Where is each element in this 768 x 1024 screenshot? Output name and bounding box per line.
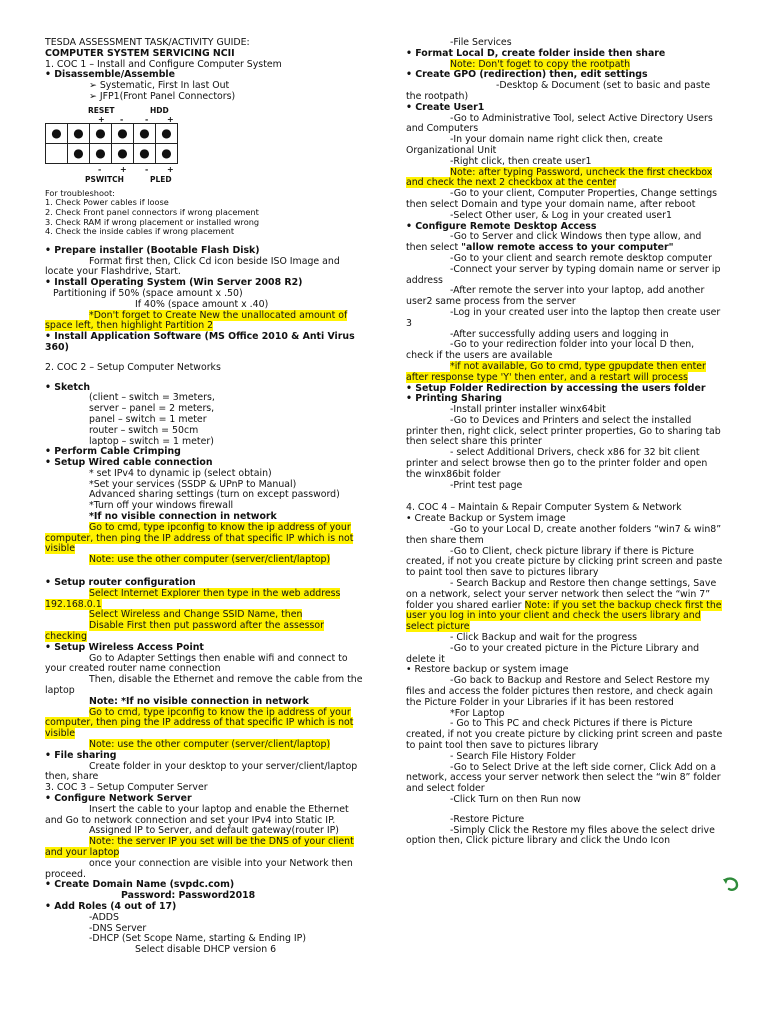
go-admin-text: -Go to Administrative Tool, select Active Directory Users and Computers	[406, 112, 713, 135]
go-cmd-note: Go to cmd, type ipconfig to know the ip address of your computer, then ping the IP address of that specific IP which is not visible	[45, 706, 354, 740]
troubleshoot-title: For troubleshoot:	[45, 187, 115, 198]
sketch-item: (client – switch = 3meters,	[89, 392, 215, 404]
disable-first-note: Disable First then put password after the assessor checking	[45, 620, 324, 643]
go-redirection-text: -Go to your redirection folder into your local D then, check if the users are available	[406, 339, 695, 362]
sketch-item: router – switch = 50cm	[89, 424, 199, 436]
troubleshoot-item: 3. Check RAM if wrong placement or installed wrong	[45, 216, 260, 227]
role-item: -ADDS	[89, 911, 119, 923]
sketch-item: panel – switch = 1 meter	[89, 413, 207, 425]
pled-label: PLED	[150, 174, 172, 184]
restore-backup-heading: • Restore backup or system image	[406, 664, 569, 676]
minus-sign: -	[120, 114, 124, 124]
restore-picture-text: -Restore Picture	[450, 813, 525, 825]
create-domain-heading: • Create Domain Name (svpdc.com)	[45, 879, 235, 891]
pin-dot: ●	[156, 123, 178, 143]
wireless-heading: • Setup Wireless Access Point	[45, 641, 204, 653]
troubleshoot-item: 1. Check Power cables if loose	[45, 197, 169, 208]
go-devices-text: -Go to Devices and Printers and select the installed printer then, right click, select printer properties, Go to sharing tab then select share this printer	[406, 414, 721, 448]
plus-sign: +	[120, 164, 127, 174]
wired-item: *Turn off your windows firewall	[89, 500, 234, 512]
plus-sign: +	[98, 114, 105, 124]
disable-dhcp-text: Select disable DHCP version 6	[135, 944, 277, 956]
after-remote-text: -After remote the server into your laptop, add another user2 same process from the server	[406, 285, 705, 308]
go-created-pic-text: -Go to your created picture in the Picture Library and delete it	[406, 642, 700, 665]
role-item: -DHCP (Set Scope Name, starting & Ending IP)	[89, 933, 306, 945]
in-domain-text: -In your domain name right click then, create Organizational Unit	[406, 134, 663, 156]
no-visible-note: *If no visible connection in network	[89, 511, 277, 523]
password-checkbox-note: Note: after typing Password, uncheck the first checkbox and check the next 2 checkbox at the center	[406, 166, 713, 189]
pin-dot: ●	[112, 123, 134, 143]
file-sharing-heading: • File sharing	[45, 749, 117, 761]
go-select-drive-text: -Go to Select Drive at the left side corner, Click Add on a network, access your server network then select the “win 8” folder and select folder	[406, 761, 721, 795]
go-back-restore-text: -Go back to Backup and Restore and Select Restore my files and access the folder pictures then restore, and check again the Picture Folder in your Libraries if it has been restored	[406, 675, 713, 708]
wired-item: * set IPv4 to dynamic ip (select obtain)	[89, 467, 272, 479]
go-client-pic-text: -Go to Client, check picture library if there is Picture created, if not you create picture by clicking print screen and paste to paint tool then save to pictures library	[406, 545, 723, 579]
after-adding-text: -After successfully adding users and logging in	[450, 328, 669, 340]
pin-dot: ●	[156, 143, 178, 163]
print-test-text: -Print test page	[450, 479, 523, 491]
systematic-item: ➢ Systematic, First In last Out	[89, 80, 230, 92]
pin-dot: ●	[46, 123, 68, 143]
click-backup-text: - Click Backup and wait for the progress	[450, 632, 638, 644]
create-folder-text: Create folder in your desktop to your server/client/laptop then, share	[45, 760, 358, 783]
select-drivers-text: - select Additional Drivers, check x86 for 32 bit client printer and select browse then go to the printer folder and open the winx86bit folder	[406, 447, 708, 480]
wired-heading: • Setup Wired cable connection	[45, 457, 213, 469]
sketch-item: laptop – switch = 1 meter)	[89, 435, 214, 447]
role-item: -DNS Server	[89, 922, 147, 934]
plus-sign: +	[167, 164, 174, 174]
install-app-heading: • Install Application Software (MS Office 2010 & Anti Virus 360)	[45, 331, 355, 353]
install-os-heading: • Install Operating System (Win Server 2008 R2)	[45, 277, 303, 289]
pin-dot: ●	[90, 143, 112, 163]
dns-note: Note: the server IP you set will be the DNS of your client and your laptop	[45, 836, 354, 858]
crimping-heading: • Perform Cable Crimping	[45, 446, 181, 458]
pin-empty	[46, 143, 68, 163]
doc-subtitle: COMPUTER SYSTEM SERVICING NCII	[45, 47, 235, 59]
format-local-heading: • Format Local D, create folder inside then share	[406, 47, 666, 59]
backup-note: Note: if you set the backup check first the user you log in into your client and check the users library and select picture	[406, 599, 722, 633]
wired-item: Advanced sharing settings (turn on except password)	[89, 489, 340, 501]
troubleshoot-item: 2. Check Front panel connectors if wrong placement	[45, 206, 259, 217]
config-server-heading: • Configure Network Server	[45, 793, 192, 804]
sketch-item: server – panel = 2 meters,	[89, 403, 215, 415]
minus-sign: -	[98, 164, 102, 174]
front-panel-diagram	[45, 105, 363, 184]
sketch-heading: • Sketch	[45, 381, 91, 393]
wired-item: *Set your services (SSDP & UPnP to Manual)	[89, 478, 297, 490]
pin-dot: ●	[134, 123, 156, 143]
disable-ethernet-text: Then, disable the Ethernet and remove the cable from the laptop	[45, 674, 363, 697]
pin-grid	[45, 123, 178, 164]
pin-dot: ●	[112, 143, 134, 163]
search-backup-text: - Search Backup and Restore then change settings, Save on a network, select your server network then select the “win 7” folder you shared earlier	[406, 578, 717, 611]
install-printer-text: -Install printer installer winx64bit	[450, 404, 606, 416]
partition-50: Partitioning if 50% (space amount x .50)	[53, 287, 243, 299]
select-wireless-note: Select Wireless and Change SSID Name, then	[89, 609, 303, 621]
pswitch-label: PSWITCH	[85, 174, 124, 184]
once-visible-text: once your connection are visible into your Network then proceed.	[45, 857, 353, 880]
hdd-label: HDD	[150, 105, 169, 115]
for-laptop-text: *For Laptop	[450, 707, 505, 719]
format-text: Format first then, Click Cd icon beside ISO Image and locate your Flashdrive, Start.	[45, 255, 340, 278]
create-gpo-heading: • Create GPO (redirection) then, edit settings	[406, 69, 648, 81]
use-other-note: Note: use the other computer (server/client/laptop)	[89, 554, 331, 566]
rootpath-note: Note: Don't foget to copy the rootpath	[450, 58, 631, 70]
adapter-text: Go to Adapter Settings then enable wifi and connect to your created router name connection	[45, 652, 348, 675]
use-other-note: Note: use the other computer (server/client/laptop)	[89, 739, 331, 751]
go-client-text: -Go to your client, Computer Properties, Change settings then select Domain and type your domain name, after reboot	[406, 188, 718, 210]
select-ie-note: Select Internet Explorer then type in the web address 192.168.0.1	[45, 587, 341, 610]
search-remote-text: -Go to your client and search remote desktop computer	[450, 252, 712, 264]
go-server-text: -Go to Server and click Windows then type allow, and then select	[406, 231, 702, 254]
desktop-doc-text: -Desktop & Document (set to basic and paste the rootpath)	[406, 80, 711, 102]
coc2-heading: 2. COC 2 – Setup Computer Networks	[45, 361, 221, 373]
pin-dot: ●	[90, 123, 112, 143]
disassemble-heading: • Disassemble/Assemble	[45, 69, 175, 81]
login-created-text: -Log in your created user into the laptop then create user 3	[406, 306, 721, 329]
jfp1-item: ➢ JFP1(Front Panel Connectors)	[89, 90, 236, 102]
pin-dot: ●	[68, 123, 90, 143]
password-text: Password: Password2018	[121, 890, 256, 902]
no-visible-note: Note: *If no visible connection in network	[89, 695, 309, 707]
plus-sign: +	[167, 114, 174, 124]
go-cmd-note: Go to cmd, type ipconfig to know the ip address of your computer, then ping the IP address of that specific IP which is not visible	[45, 521, 354, 555]
printing-sharing-heading: • Printing Sharing	[406, 393, 502, 405]
create-backup-heading: • Create Backup or System image	[406, 513, 566, 525]
coc4-heading: 4. COC 4 – Maintain & Repair Computer System & Network	[406, 502, 682, 514]
doc-title: TESDA ASSESSMENT TASK/ACTIVITY GUIDE:	[45, 37, 250, 48]
pin-dot: ●	[68, 143, 90, 163]
pin-dot: ●	[134, 143, 156, 163]
minus-sign: -	[145, 164, 149, 174]
prepare-heading: • Prepare installer (Bootable Flash Disk)	[45, 244, 260, 256]
coc1-heading: 1. COC 1 – Install and Configure Computer System	[45, 58, 282, 70]
partition-40: If 40% (space amount x .40)	[135, 298, 269, 310]
configure-rda-heading: • Configure Remote Desktop Access	[406, 220, 597, 232]
folder-redirection-heading: • Setup Folder Redirection by accessing the users folder	[406, 382, 706, 394]
insert-cable-text: Insert the cable to your laptop and enable the Ethernet and Go to network connection and set your IPv4 into Static IP.	[45, 803, 349, 826]
minus-sign: -	[145, 114, 149, 124]
create-user1-heading: • Create User1	[406, 101, 485, 113]
dont-forget-note: *Don't forget to Create New the unallocated amount of space left, then highlight Partition 2	[45, 309, 348, 332]
troubleshoot-item: 4. Check the inside cables if wrong placement	[45, 226, 235, 237]
click-turn-on-text: -Click Turn on then Run now	[450, 793, 581, 805]
assigned-ip-text: Assigned IP to Server, and default gateway(router IP)	[89, 825, 339, 837]
right-column	[406, 38, 724, 847]
create-user1-text: -Right click, then create user1	[450, 155, 592, 167]
add-roles-heading: • Add Roles (4 out of 17)	[45, 900, 177, 912]
coc3-heading: 3. COC 3 – Setup Computer Server	[45, 782, 208, 794]
go-local-d-text: -Go to your Local D, create another folders “win7 & win8” then share them	[406, 524, 722, 546]
file-services-item: -File Services	[450, 37, 512, 48]
go-this-pc-text: - Go to This PC and check Pictures if there is Picture created, if not you create picture by clicking print screen and paste to paint tool then save to pictures library	[406, 718, 723, 751]
router-config-heading: • Setup router configuration	[45, 577, 196, 589]
simply-click-text: -Simply Click the Restore my files above the select drive option then, Click picture library and click the Undo Icon	[406, 824, 715, 847]
left-column	[45, 38, 363, 956]
gpupdate-note: *if not available, Go to cmd, type gpupdate then enter after response type 'Y' then enter, and a restart will process	[406, 360, 706, 383]
undo-icon	[722, 876, 742, 892]
select-other-text: -Select Other user, & Log in your created user1	[450, 209, 672, 221]
reset-label: RESET	[88, 105, 115, 115]
allow-remote-text: "allow remote access to your computer"	[461, 242, 674, 254]
connect-server-text: -Connect your server by typing domain name or server ip address	[406, 263, 721, 286]
search-history-text: - Search File History Folder	[450, 750, 576, 762]
